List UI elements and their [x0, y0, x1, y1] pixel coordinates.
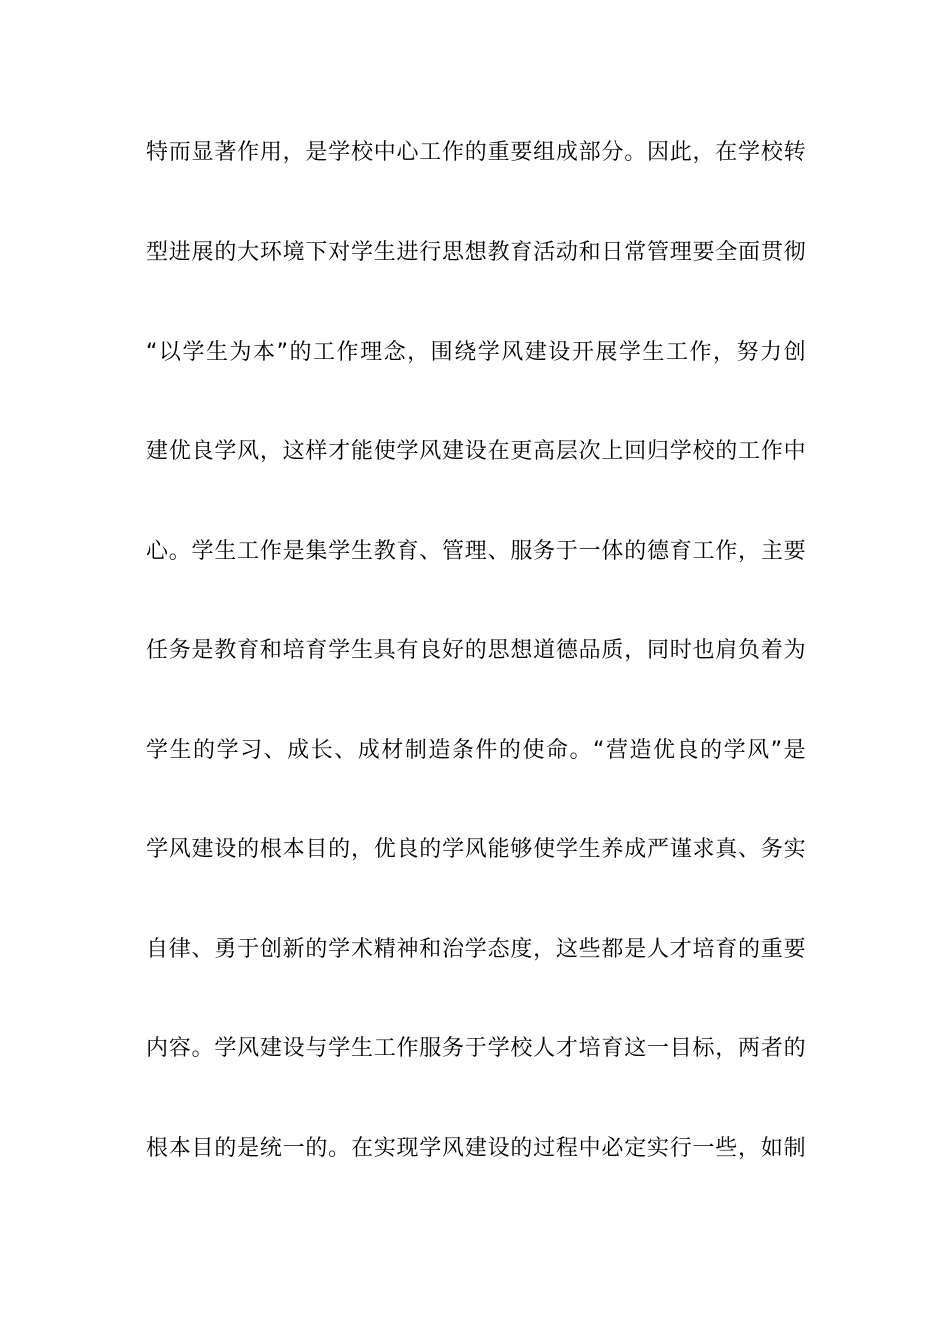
paragraph-line: 自律、勇于创新的学术精神和治学态度，这些都是人才培育的重要 — [146, 937, 806, 962]
paragraph-line: 特而显著作用，是学校中心工作的重要组成部分。因此，在学校转 — [146, 140, 806, 165]
paragraph-line: 型进展的大环境下对学生进行思想教育活动和日常管理要全面贯彻 — [146, 240, 806, 265]
paragraph-line: 学生的学习、成长、成材制造条件的使命。“营造优良的学风”是 — [146, 738, 806, 763]
paragraph-line: 学风建设的根本目的，优良的学风能够使学生养成严谨求真、务实 — [146, 837, 806, 862]
paragraph-line: 根本目的是统一的。在实现学风建设的过程中必定实行一些，如制 — [146, 1136, 806, 1161]
paragraph-line: 建优良学风，这样才能使学风建设在更高层次上回归学校的工作中 — [146, 439, 806, 464]
paragraph-line: 内容。学风建设与学生工作服务于学校人才培育这一目标，两者的 — [146, 1036, 806, 1061]
paragraph-line: 心。学生工作是集学生教育、管理、服务于一体的德育工作，主要 — [146, 539, 806, 564]
paragraph-line: 任务是教育和培育学生具有良好的思想道德品质，同时也肩负着为 — [146, 638, 806, 663]
paragraph-line: “以学生为本”的工作理念，围绕学风建设开展学生工作，努力创 — [146, 340, 806, 365]
